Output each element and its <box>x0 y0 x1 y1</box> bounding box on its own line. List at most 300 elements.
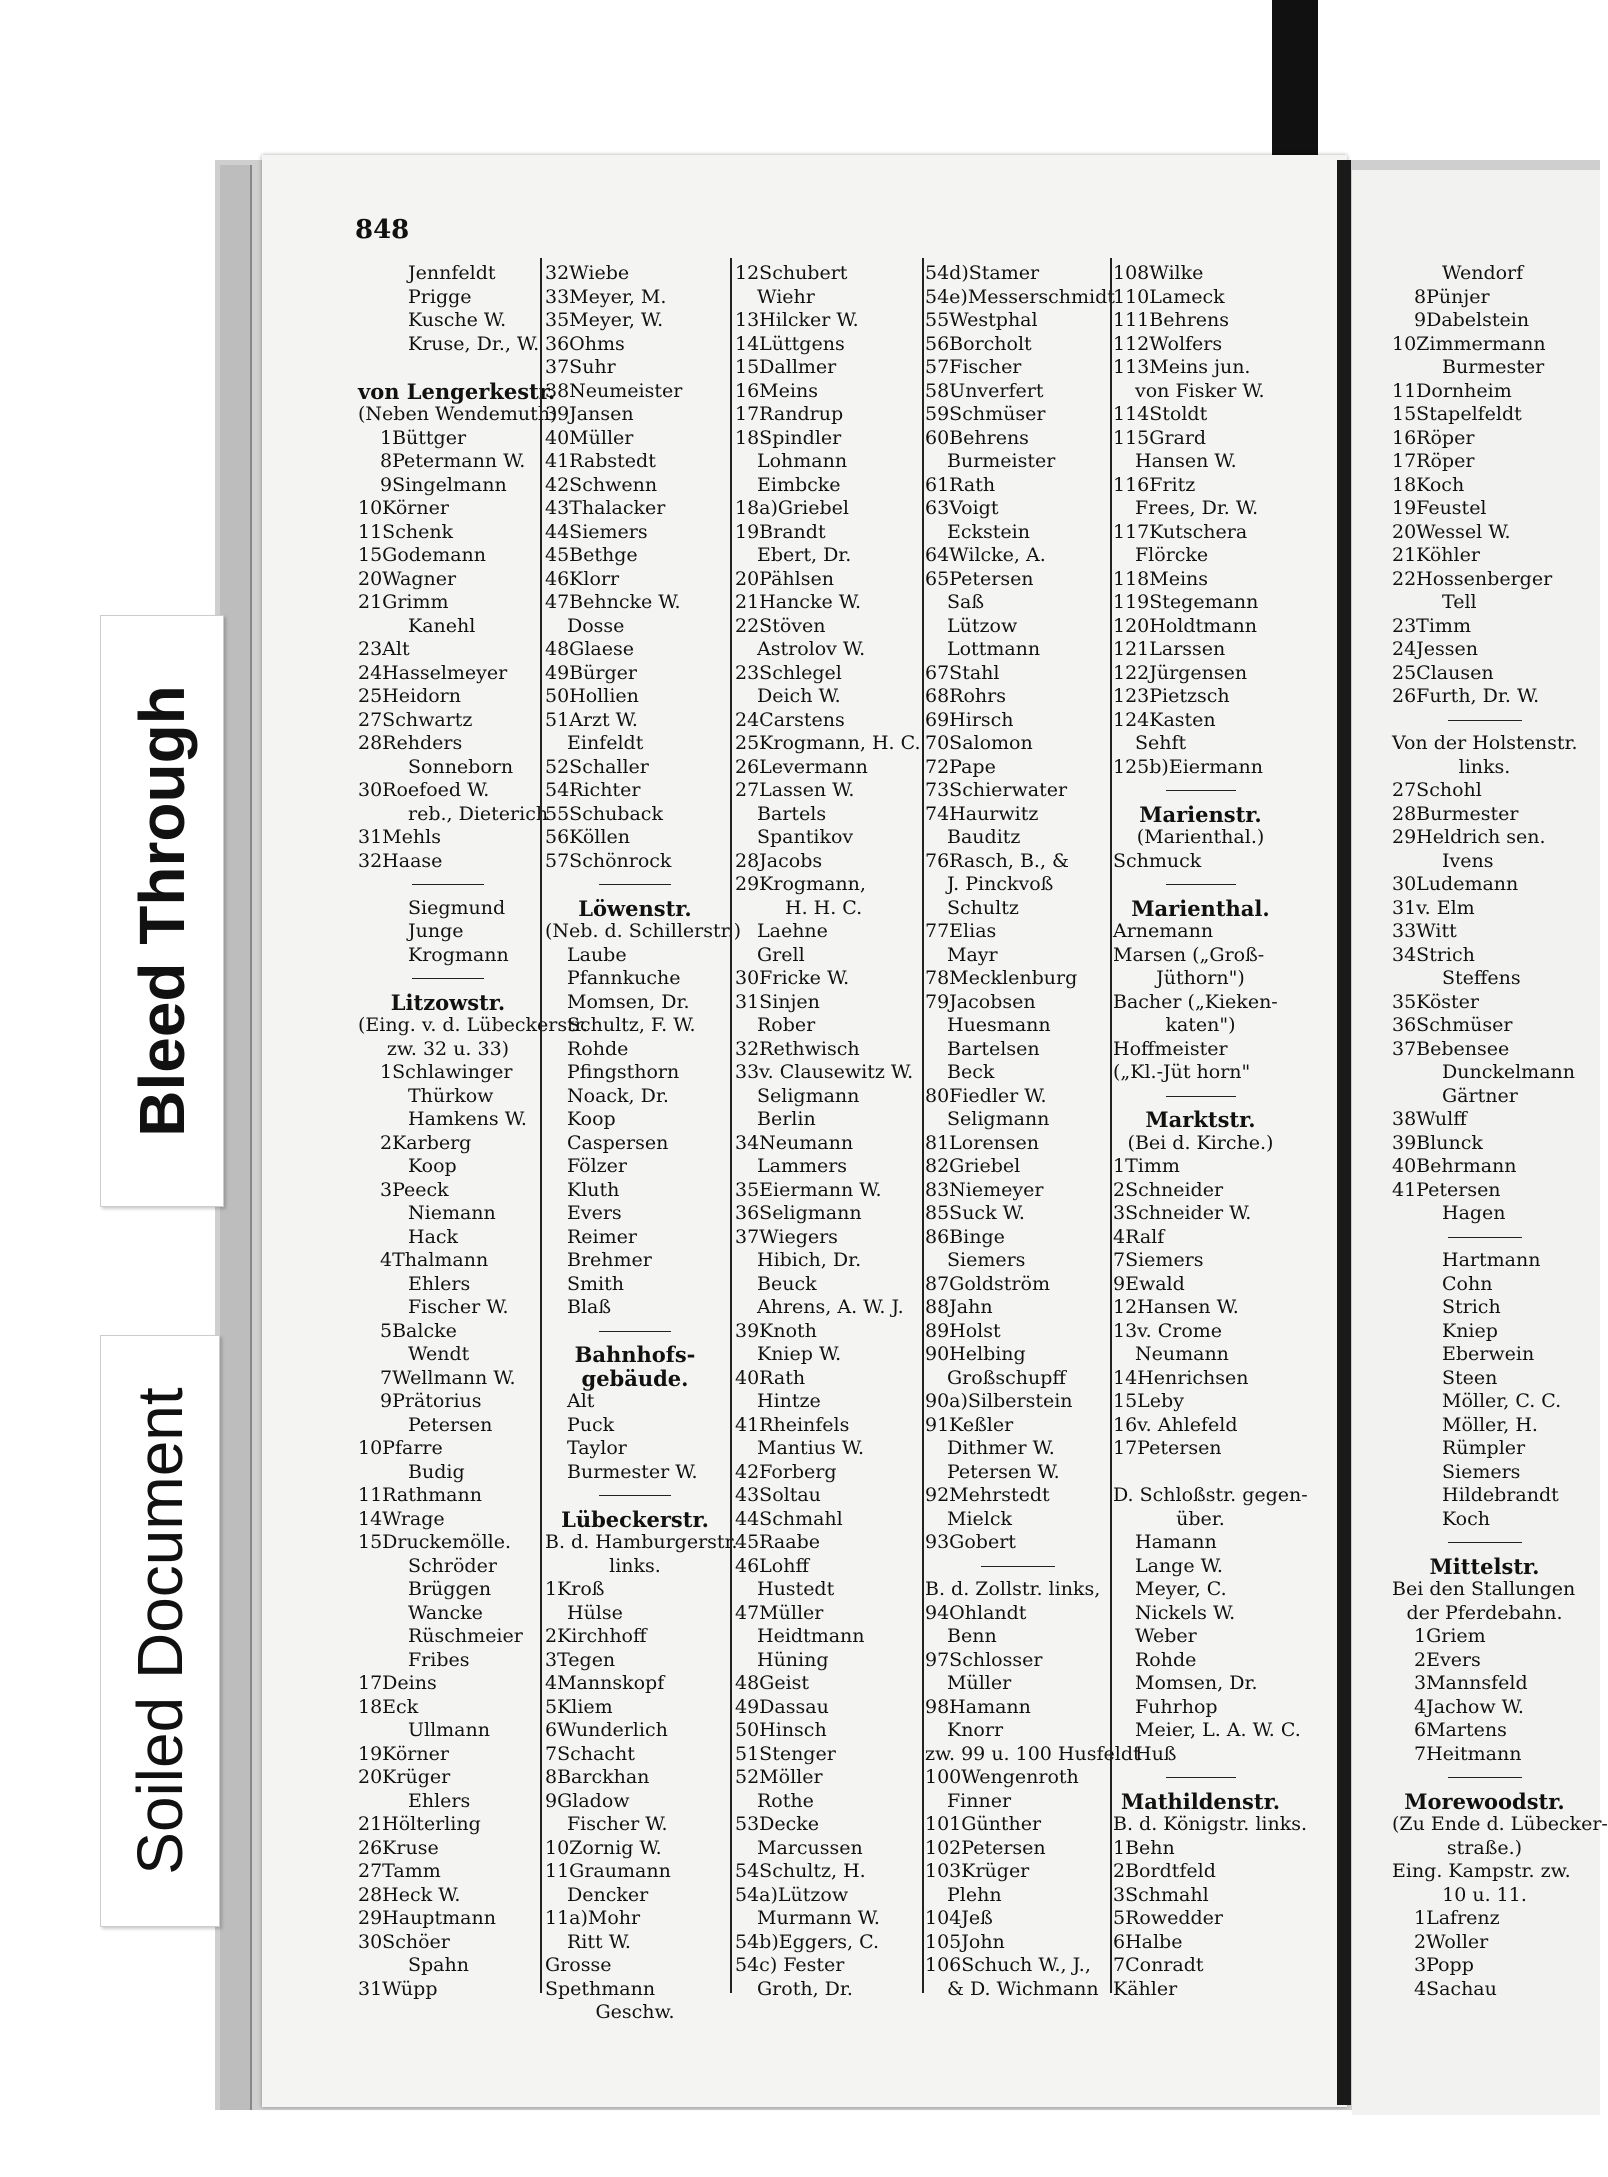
directory-entry: Noack, Dr. <box>567 1084 669 1107</box>
directory-entry: Großschupff <box>947 1366 1066 1389</box>
directory-entry: 33Witt <box>1392 920 1457 942</box>
directory-entry: 21Hancke W. <box>735 591 861 613</box>
directory-entry: 98Hamann <box>925 1695 1031 1718</box>
directory-entry: 74Haurwitz <box>925 802 1039 825</box>
directory-entry: Wendt <box>408 1343 470 1365</box>
directory-entry: 38Neumeister <box>545 379 683 402</box>
directory-entry: 30Ludemann <box>1392 873 1519 895</box>
page-stack-edge <box>220 165 252 2110</box>
bookmark-ribbon <box>1272 0 1318 170</box>
directory-entry: 1Schlawinger <box>380 1061 513 1083</box>
directory-entry: 5Kliem <box>545 1695 613 1718</box>
directory-entry: 37Suhr <box>545 356 616 378</box>
directory-entry: Ritt W. <box>567 1930 631 1953</box>
directory-entry: 54Schultz, H. <box>735 1860 866 1882</box>
directory-entry: 9Ewald <box>1113 1272 1185 1295</box>
directory-entry: 16Röper <box>1392 426 1475 449</box>
directory-entry: 17Petersen <box>1113 1437 1222 1459</box>
directory-entry: 49Bürger <box>545 661 637 684</box>
directory-entry: links. <box>609 1554 661 1577</box>
directory-entry: Ahrens, A. W. J. <box>757 1296 904 1318</box>
directory-entry: Fischer W. <box>567 1813 668 1835</box>
directory-entry: 42Schwenn <box>545 473 658 496</box>
directory-entry: 63Voigt <box>925 497 999 519</box>
section-rule <box>358 967 538 991</box>
directory-entry: Gärtner <box>1442 1084 1518 1107</box>
directory-entry: 60Behrens <box>925 426 1029 449</box>
directory-entry: 34Strich <box>1392 943 1475 966</box>
directory-entry: 119Stegemann <box>1113 591 1259 613</box>
directory-entry: 56Köllen <box>545 826 630 848</box>
directory-entry: Knorr <box>947 1719 1004 1741</box>
directory-entry: 10 u. 11. <box>1442 1883 1527 1906</box>
directory-entry: Dencker <box>567 1883 649 1906</box>
directory-entry: Rohde <box>1135 1648 1197 1671</box>
directory-entry: 28Heck W. <box>358 1883 461 1906</box>
directory-entry: 9Gladow <box>545 1789 630 1812</box>
directory-entry: Kähler <box>1113 1977 1178 2000</box>
directory-entry: 20Wessel W. <box>1392 520 1511 543</box>
directory-entry: 4Mannskopf <box>545 1672 665 1694</box>
directory-entry: 58Unverfert <box>925 379 1044 402</box>
directory-entry: 35Köster <box>1392 990 1480 1013</box>
directory-entry: 25Krogmann, H. C. <box>735 732 921 754</box>
directory-entry: 52Möller <box>735 1766 823 1788</box>
directory-entry: Bartels <box>757 802 827 825</box>
directory-entry: 104Jeß <box>925 1907 993 1929</box>
directory-entry: Ivens <box>1442 849 1494 872</box>
directory-entry: 24Hasselmeyer <box>358 661 508 684</box>
section-rule <box>1392 709 1577 733</box>
directory-entry: Marsen („Groß- <box>1113 943 1265 966</box>
column-divider <box>730 258 732 1993</box>
directory-entry: 91Keßler <box>925 1413 1014 1436</box>
directory-entry: Eing. Kampstr. zw. <box>1392 1860 1571 1882</box>
column-divider <box>1110 258 1112 1993</box>
section-rule <box>1113 873 1288 897</box>
directory-entry: Fribes <box>408 1648 470 1671</box>
section-rule <box>1392 1766 1577 1790</box>
directory-entry: 10Körner <box>358 497 449 519</box>
directory-entry: Momsen, Dr. <box>1135 1672 1258 1694</box>
directory-entry: 79Jacobsen <box>925 990 1036 1013</box>
directory-entry: Von der Holstenstr. <box>1392 732 1578 754</box>
directory-entry: Schultz, F. W. <box>567 1014 696 1036</box>
directory-entry: Reimer <box>567 1225 637 1248</box>
directory-entry: 2Karberg <box>380 1131 472 1154</box>
directory-entry: 35Meyer, W. <box>545 309 664 331</box>
directory-entry: 9Dabelstein <box>1414 309 1530 331</box>
directory-entry: 1Büttger <box>380 426 467 449</box>
directory-entry: Marcussen <box>757 1836 863 1859</box>
directory-entry: 108Wilke <box>1113 262 1204 284</box>
column-divider <box>922 258 924 1993</box>
directory-entry: 23Alt <box>358 638 410 660</box>
directory-entry: Alt <box>567 1390 595 1412</box>
directory-entry: 29Hauptmann <box>358 1907 496 1929</box>
directory-entry: Steen <box>1442 1366 1498 1389</box>
directory-entry: B. d. Königstr. links. <box>1113 1813 1308 1835</box>
directory-entry: 55Schuback <box>545 802 663 825</box>
directory-entry: 39Blunck <box>1392 1131 1483 1154</box>
directory-entry: Momsen, Dr. <box>567 990 690 1013</box>
directory-entry: 29Krogmann, <box>735 873 866 895</box>
directory-entry: Ebert, Dr. <box>757 544 852 566</box>
book-gutter <box>1337 160 1351 2105</box>
soiled-document-tab <box>100 1335 220 1927</box>
directory-entry: 54Richter <box>545 779 641 801</box>
directory-entry: 124Kasten <box>1113 708 1216 731</box>
directory-entry: 46Klorr <box>545 567 620 590</box>
directory-entry: 36Ohms <box>545 332 625 355</box>
directory-entry: 12Hansen W. <box>1113 1296 1239 1318</box>
directory-entry: Rümpler <box>1442 1437 1526 1459</box>
directory-entry: 31Wüpp <box>358 1977 438 2000</box>
directory-entry: 15Stapelfeldt <box>1392 403 1522 425</box>
directory-entry: 29Heldrich sen. <box>1392 826 1546 848</box>
directory-entry: Bei den Stallungen <box>1392 1578 1576 1600</box>
directory-entry: 25Clausen <box>1392 661 1494 684</box>
directory-entry: 7Wellmann W. <box>380 1366 516 1389</box>
directory-entry: Kniep W. <box>757 1343 842 1365</box>
street-heading: Marienstr. <box>1139 801 1262 827</box>
directory-entry: 116Fritz <box>1113 473 1196 496</box>
directory-entry: 40Behrmann <box>1392 1155 1517 1177</box>
directory-entry: Hagen <box>1442 1202 1506 1224</box>
directory-entry: Jüthorn") <box>1156 967 1245 989</box>
directory-entry: 48Geist <box>735 1672 810 1694</box>
directory-entry: 2Kirchhoff <box>545 1625 647 1647</box>
directory-entry: 8Barckhan <box>545 1766 650 1788</box>
directory-entry: Kluth <box>567 1178 620 1201</box>
directory-entry: links. <box>1458 755 1511 778</box>
directory-entry: 20Wagner <box>358 567 457 590</box>
directory-entry: 73Schierwater <box>925 779 1068 801</box>
directory-entry: 1Lafrenz <box>1414 1907 1500 1929</box>
directory-entry: Koch <box>1442 1507 1491 1530</box>
directory-entry: 10Pfarre <box>358 1437 443 1459</box>
directory-entry: Grosse <box>545 1954 612 1976</box>
directory-entry: 61Rath <box>925 473 996 496</box>
section-rule <box>545 1320 725 1344</box>
directory-entry: 31v. Elm <box>1392 896 1475 919</box>
directory-entry: 45Raabe <box>735 1531 820 1553</box>
directory-entry: Krogmann <box>408 943 509 966</box>
directory-entry: 41Rheinfels <box>735 1413 850 1436</box>
directory-entry: Eckstein <box>947 520 1030 543</box>
directory-entry: 28Jacobs <box>735 849 823 872</box>
directory-entry: Meier, L. A. W. C. <box>1135 1719 1301 1741</box>
directory-entry: 68Rohrs <box>925 685 1006 707</box>
street-heading: Bahnhofs- <box>574 1342 696 1367</box>
directory-entry: 24Carstens <box>735 708 845 731</box>
directory-entry: 21Grimm <box>358 591 449 613</box>
directory-entry: 46Lohff <box>735 1554 809 1577</box>
directory-entry: 24Jessen <box>1392 638 1479 660</box>
directory-entry: 26Levermann <box>735 755 868 778</box>
directory-entry: 36Schmüser <box>1392 1014 1513 1036</box>
directory-entry: 34Neumann <box>735 1131 854 1154</box>
street-heading: gebäude. <box>581 1365 689 1391</box>
directory-entry: 6Martens <box>1414 1719 1507 1741</box>
directory-entry: Hustedt <box>757 1578 835 1600</box>
directory-entry: Arnemann <box>1113 920 1214 942</box>
column-3 <box>735 262 920 2001</box>
section-rule <box>1113 1085 1288 1109</box>
street-heading: Marienthal. <box>1131 895 1270 921</box>
directory-entry: 57Schönrock <box>545 849 672 872</box>
directory-entry: 28Rehders <box>358 732 463 754</box>
directory-entry: Siemers <box>1442 1460 1521 1483</box>
directory-entry: Ehlers <box>408 1789 471 1812</box>
directory-entry: 27Tamm <box>358 1860 441 1882</box>
directory-entry: Rüschmeier <box>408 1625 523 1647</box>
directory-entry: Schultz <box>947 896 1019 919</box>
directory-entry: Kusche W. <box>408 309 507 331</box>
directory-entry: Hülse <box>567 1601 623 1624</box>
directory-entry: 53Decke <box>735 1813 820 1835</box>
directory-entry: 90Helbing <box>925 1343 1026 1365</box>
directory-entry: 1Behn <box>1113 1836 1175 1859</box>
directory-entry: 125b)Eiermann <box>1113 755 1263 778</box>
directory-entry: 7Schacht <box>545 1742 635 1765</box>
directory-entry: Laube <box>567 943 627 966</box>
directory-entry: 15Dallmer <box>735 356 837 378</box>
directory-entry: Beck <box>947 1061 995 1083</box>
directory-entry: Koop <box>567 1108 616 1130</box>
directory-entry: Möller, C. C. <box>1442 1390 1562 1412</box>
directory-entry: 123Pietzsch <box>1113 685 1230 707</box>
directory-entry: 27Lassen W. <box>735 779 855 801</box>
blank-line <box>358 356 538 380</box>
directory-entry: Spethmann <box>545 1977 656 2000</box>
directory-entry: Neumann <box>1135 1343 1229 1365</box>
directory-entry: 31Sinjen <box>735 990 820 1013</box>
directory-entry: Junge <box>408 920 464 942</box>
directory-entry: Murmann W. <box>757 1907 880 1929</box>
directory-entry: Bauditz <box>947 826 1021 848</box>
directory-entry: Plehn <box>947 1883 1002 1906</box>
directory-entry: 114Stoldt <box>1113 403 1208 425</box>
directory-entry: Thürkow <box>408 1084 494 1107</box>
directory-entry: straße.) <box>1446 1836 1523 1859</box>
directory-entry: 21Köhler <box>1392 544 1480 566</box>
directory-entry: 51Arzt W. <box>545 708 638 731</box>
directory-entry: Lottmann <box>947 638 1041 660</box>
directory-entry: 20Pählsen <box>735 567 834 590</box>
directory-entry: Spahn <box>408 1954 469 1976</box>
directory-entry: J. Pinckvoß <box>947 873 1054 895</box>
section-rule <box>1113 779 1288 803</box>
directory-entry: Hansen W. <box>1135 450 1237 472</box>
directory-entry: 56Borcholt <box>925 332 1032 355</box>
directory-entry: 11Rathmann <box>358 1484 482 1506</box>
directory-entry: Fischer W. <box>408 1296 509 1318</box>
directory-entry: Smith <box>567 1272 624 1295</box>
street-heading: Marktstr. <box>1145 1107 1256 1132</box>
directory-entry: 4Thalmann <box>380 1249 489 1271</box>
directory-entry: 93Gobert <box>925 1531 1016 1553</box>
directory-entry: 16v. Ahlefeld <box>1113 1413 1238 1436</box>
directory-entry: Burmester W. <box>567 1460 698 1483</box>
directory-entry: 15Druckemölle. <box>358 1531 512 1553</box>
directory-entry: 9Singelmann <box>380 473 507 496</box>
directory-entry: (Marienthal.) <box>1136 826 1265 848</box>
directory-entry: 102Petersen <box>925 1836 1046 1859</box>
directory-entry: Schröder <box>408 1554 497 1577</box>
directory-entry: (Eing. v. d. Lübeckerstr. <box>358 1014 588 1036</box>
directory-entry: 27Schohl <box>1392 779 1482 801</box>
directory-entry: 4Jachow W. <box>1414 1695 1524 1718</box>
directory-entry: 26Furth, Dr. W. <box>1392 685 1540 707</box>
column-6 <box>1392 262 1608 2001</box>
directory-entry: Flörcke <box>1135 544 1209 566</box>
directory-entry: 25Heidorn <box>358 685 461 707</box>
directory-entry: 112Wolfers <box>1113 332 1223 355</box>
directory-entry: Möller, H. <box>1442 1413 1538 1436</box>
directory-entry: 48Glaese <box>545 638 634 660</box>
directory-entry: 43Soltau <box>735 1484 821 1506</box>
blank-line <box>1113 1461 1288 1485</box>
directory-entry: Brehmer <box>567 1249 652 1271</box>
directory-entry: 32Rethwisch <box>735 1037 860 1060</box>
directory-entry: 32Wiebe <box>545 262 630 284</box>
section-rule <box>925 1555 1110 1579</box>
directory-entry: Koop <box>408 1155 457 1177</box>
directory-entry: (Bei d. Kirche.) <box>1127 1131 1274 1154</box>
directory-entry: 37Bebensee <box>1392 1037 1510 1060</box>
directory-entry: der Pferdebahn. <box>1406 1601 1563 1624</box>
directory-entry: 3Popp <box>1414 1954 1474 1976</box>
directory-entry: 15Godemann <box>358 544 487 566</box>
directory-entry: Nickels W. <box>1135 1601 1236 1624</box>
directory-entry: 19Feustel <box>1392 497 1487 519</box>
directory-entry: 103Krüger <box>925 1860 1030 1882</box>
directory-entry: von Fisker W. <box>1135 379 1265 402</box>
directory-entry: Frees, Dr. W. <box>1135 497 1259 519</box>
directory-entry: Beuck <box>757 1272 817 1295</box>
directory-entry: 86Binge <box>925 1225 1005 1248</box>
directory-entry: 40Rath <box>735 1366 806 1389</box>
directory-entry: Meyer, C. <box>1135 1578 1227 1600</box>
directory-entry: 51Stenger <box>735 1742 836 1765</box>
directory-entry: 19Brandt <box>735 520 826 543</box>
section-rule <box>1392 1226 1577 1250</box>
street-heading: Mathildenstr. <box>1120 1788 1281 1814</box>
directory-entry: 49Dassau <box>735 1695 829 1718</box>
directory-entry: Petersen <box>408 1413 493 1436</box>
directory-entry: 36Seligmann <box>735 1202 862 1224</box>
directory-entry: 28Burmester <box>1392 802 1519 825</box>
section-rule <box>1113 1766 1288 1790</box>
directory-entry: Tell <box>1442 591 1477 613</box>
directory-entry: 94Ohlandt <box>925 1601 1027 1624</box>
directory-entry: Lützow <box>947 614 1018 637</box>
directory-entry: 22Stöven <box>735 614 826 637</box>
directory-entry: 3Peeck <box>380 1178 449 1201</box>
directory-entry: 18Eck <box>358 1695 419 1718</box>
directory-entry: 81Lorensen <box>925 1131 1040 1154</box>
directory-entry: 42Forberg <box>735 1460 837 1483</box>
directory-entry: 2Evers <box>1414 1648 1481 1671</box>
directory-entry: 121Larssen <box>1113 638 1226 660</box>
directory-entry: 4Ralf <box>1113 1225 1165 1248</box>
directory-entry: B. d. Zollstr. links, <box>925 1578 1101 1600</box>
directory-entry: 22Hossenberger <box>1392 567 1553 590</box>
directory-entry: 16Meins <box>735 379 818 402</box>
directory-entry: 77Elias <box>925 920 997 942</box>
directory-entry: 11Graumann <box>545 1860 671 1882</box>
directory-entry: Hamkens W. <box>408 1108 527 1130</box>
directory-entry: 45Bethge <box>545 544 638 566</box>
directory-entry: 20Krüger <box>358 1766 451 1788</box>
directory-entry: 6Halbe <box>1113 1930 1183 1953</box>
directory-entry: 105John <box>925 1930 1005 1953</box>
directory-entry: Bacher („Kieken- <box>1113 990 1278 1013</box>
directory-entry: Niemann <box>408 1202 496 1224</box>
directory-entry: 5Balcke <box>380 1319 457 1342</box>
directory-entry: 32Haase <box>358 849 443 872</box>
directory-entry: Dithmer W. <box>947 1437 1055 1459</box>
directory-entry: Kanehl <box>408 614 476 637</box>
street-heading: Litzowstr. <box>390 989 506 1015</box>
directory-entry: D. Schloßstr. gegen- <box>1113 1484 1308 1506</box>
directory-entry: Steffens <box>1442 967 1521 989</box>
directory-entry: Hintze <box>757 1390 821 1412</box>
directory-entry: Sonneborn <box>408 755 514 778</box>
directory-entry: 47Behncke W. <box>545 591 681 613</box>
section-rule <box>545 1484 725 1508</box>
column-divider <box>540 258 542 1993</box>
directory-entry: 54b)Eggers, C. <box>735 1930 880 1953</box>
directory-entry: 40Müller <box>545 426 634 449</box>
directory-entry: 57Fischer <box>925 356 1022 378</box>
directory-entry: 33Meyer, M. <box>545 285 667 308</box>
directory-entry: 118Meins <box>1113 567 1209 590</box>
directory-entry: Deich W. <box>757 685 841 707</box>
directory-entry: 47Müller <box>735 1601 824 1624</box>
directory-entry: Dunckelmann <box>1442 1061 1575 1083</box>
directory-entry: 33v. Clausewitz W. <box>735 1061 914 1083</box>
directory-entry: 111Behrens <box>1113 309 1230 331</box>
section-rule <box>545 873 725 897</box>
street-heading: Lübeckerstr. <box>561 1506 709 1532</box>
directory-entry: 15Leby <box>1113 1390 1184 1412</box>
directory-entry: 2Woller <box>1414 1930 1489 1953</box>
directory-entry: Puck <box>567 1413 615 1436</box>
directory-entry: Dosse <box>567 614 625 637</box>
directory-entry: 59Schmüser <box>925 403 1046 425</box>
directory-entry: Lange W. <box>1135 1554 1223 1577</box>
directory-entry: (Neben Wendemuth) <box>358 403 558 425</box>
directory-entry: 30Fricke W. <box>735 967 850 989</box>
directory-entry: 30Schöer <box>358 1930 450 1953</box>
directory-entry: („Kl.-Jüt horn" <box>1113 1061 1251 1083</box>
directory-entry: 54e)Messerschmidt <box>925 285 1115 308</box>
directory-entry: 18Spindler <box>735 426 842 449</box>
directory-entry: 13v. Crome <box>1113 1319 1223 1342</box>
directory-entry: H. H. C. <box>785 896 863 919</box>
directory-entry: 30Roefoed W. <box>358 779 490 801</box>
directory-entry: 87Goldström <box>925 1272 1050 1295</box>
directory-entry: Hildebrandt <box>1442 1484 1559 1506</box>
directory-entry: 12Schubert <box>735 262 848 284</box>
directory-entry: Groth, Dr. <box>757 1977 853 2000</box>
directory-entry: Wendorf <box>1442 262 1524 284</box>
directory-entry: 17Röper <box>1392 450 1475 472</box>
directory-entry: 18a)Griebel <box>735 497 849 519</box>
directory-entry: 113Meins jun. <box>1113 356 1251 378</box>
